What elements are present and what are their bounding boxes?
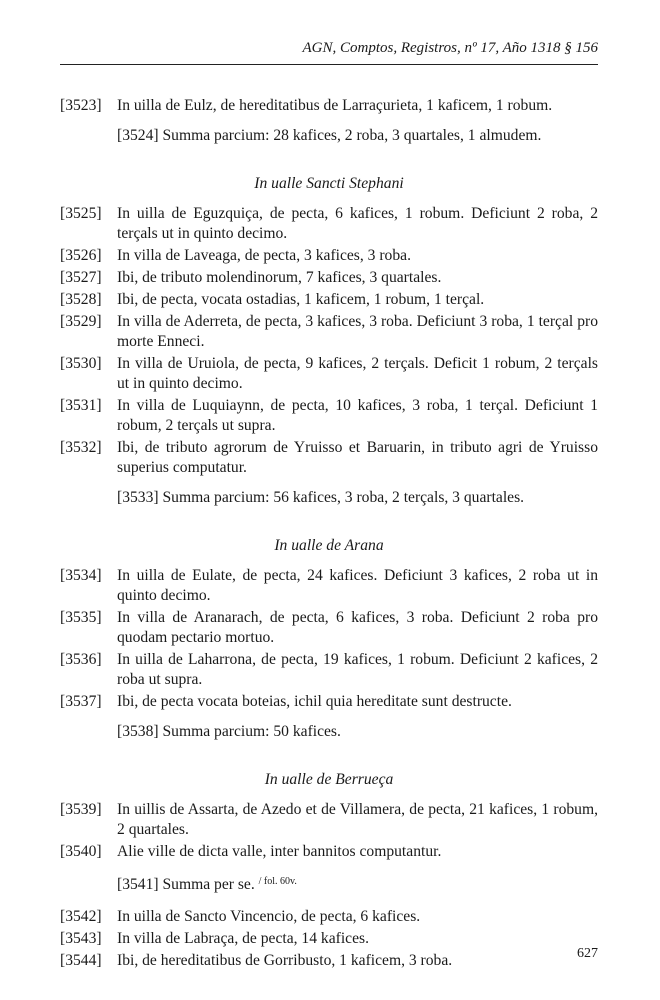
section-heading: In ualle de Arana [274, 537, 384, 554]
page-number: 627 [577, 946, 598, 961]
entry-number: [3526] [60, 247, 102, 264]
register-entry [60, 96, 598, 116]
entry-number: [3539] [60, 801, 102, 818]
summa-line [60, 722, 598, 742]
entry-number: [3542] [60, 908, 102, 925]
entry-number: [3535] [60, 609, 102, 626]
register-entry [60, 396, 598, 436]
entry-text: Ibi, de tributo agrorum de Yruisso et Baruarin, in tributo agri de Yruisso superius computatur. [117, 439, 598, 476]
register-entry [60, 929, 598, 949]
register-entry [60, 650, 598, 690]
entry-number: [3532] [60, 439, 102, 456]
entry-number: [3536] [60, 651, 102, 668]
folio-marker: / fol. 60v. [258, 876, 297, 887]
entry-text: In uilla de Eguzquiça, de pecta, 6 kafices, 1 robum. Deficiunt 2 roba, 2 terçals ut in quinto decimo. [117, 205, 598, 242]
entry-text: In villa de Laveaga, de pecta, 3 kafices, 3 roba. [117, 247, 411, 264]
register-entry [60, 354, 598, 394]
entry-number: [3533] [117, 489, 159, 506]
register-entry [60, 951, 598, 971]
register-entry [60, 608, 598, 648]
entry-number: [3538] [117, 723, 159, 740]
entry-number: [3523] [60, 97, 102, 114]
section-heading: In ualle Sancti Stephani [254, 175, 404, 192]
entry-number: [3534] [60, 567, 102, 584]
entry-text: Ibi, de hereditatibus de Gorribusto, 1 kaficem, 3 roba. [117, 952, 453, 969]
entry-text: In villa de Luquiaynn, de pecta, 10 kafices, 3 roba, 1 terçal. Deficiunt 1 robum, 2 terçals ut supra. [117, 397, 598, 434]
register-entry [60, 692, 598, 712]
entry-text: In villa de Labraça, de pecta, 14 kafices. [117, 930, 369, 947]
entry-text: In uilla de Eulz, de hereditatibus de Larraçurieta, 1 kaficem, 1 robum. [117, 97, 553, 114]
header-rule [60, 64, 598, 65]
register-entry [60, 204, 598, 244]
register-entry [60, 438, 598, 478]
entry-text: In uilla de Laharrona, de pecta, 19 kafices, 1 robum. Deficiunt 2 kafices, 2 roba ut supra. [117, 651, 598, 688]
register-entry [60, 312, 598, 352]
entry-number: [3530] [60, 355, 102, 372]
register-entry [60, 290, 598, 310]
section-heading: In ualle de Berrueça [264, 771, 394, 788]
entry-number: [3531] [60, 397, 102, 414]
document-body [60, 96, 598, 973]
summa-text: Summa per se. [162, 876, 255, 893]
register-entry [60, 268, 598, 288]
register-entry [60, 842, 598, 862]
entry-number: [3544] [60, 952, 102, 969]
register-entry [60, 566, 598, 606]
entry-number: [3543] [60, 930, 102, 947]
register-entry [60, 246, 598, 266]
entry-text: In uilla de Eulate, de pecta, 24 kafices. Deficiunt 3 kafices, 2 roba ut in quinto decimo. [117, 567, 598, 604]
summa-text: Summa parcium: 50 kafices. [162, 723, 341, 740]
entry-text: In villa de Aderreta, de pecta, 3 kafices, 3 roba. Deficiunt 3 roba, 1 terçal pro morte Enneci. [117, 313, 598, 350]
entry-text: Ibi, de tributo molendinorum, 7 kafices, 3 quartales. [117, 269, 442, 286]
entry-text: Ibi, de pecta, vocata ostadias, 1 kaficem, 1 robum, 1 terçal. [117, 291, 485, 308]
summa-line [60, 126, 598, 146]
register-entry [60, 907, 598, 927]
summa-text: Summa parcium: 28 kafices, 2 roba, 3 quartales, 1 almudem. [162, 127, 542, 144]
register-entry [60, 800, 598, 840]
entry-number: [3525] [60, 205, 102, 222]
entry-number: [3541] [117, 876, 159, 893]
entry-number: [3527] [60, 269, 102, 286]
entry-number: [3540] [60, 843, 102, 860]
entry-text: Alie ville de dicta valle, inter bannitos computantur. [117, 843, 442, 860]
entry-number: [3529] [60, 313, 102, 330]
summa-text: Summa parcium: 56 kafices, 3 roba, 2 terçals, 3 quartales. [162, 489, 525, 506]
entry-number: [3524] [117, 127, 159, 144]
entry-text: Ibi, de pecta vocata boteias, ichil quia hereditate sunt destructe. [117, 693, 512, 710]
entry-text: In villa de Uruiola, de pecta, 9 kafices, 2 terçals. Deficit 1 robum, 2 terçals ut in quinto decimo. [117, 355, 598, 392]
summa-line [60, 872, 598, 895]
entry-text: In villa de Aranarach, de pecta, 6 kafices, 3 roba. Deficiunt 2 roba pro quodam pectario mortuo. [117, 609, 598, 646]
summa-line [60, 488, 598, 508]
running-header: AGN, Comptos, Registros, nº 17, Año 1318 § 156 [302, 40, 598, 56]
entry-number: [3537] [60, 693, 102, 710]
entry-text: In uilla de Sancto Vincencio, de pecta, 6 kafices. [117, 908, 421, 925]
entry-number: [3528] [60, 291, 102, 308]
entry-text: In uillis de Assarta, de Azedo et de Villamera, de pecta, 21 kafices, 1 robum, 2 quartales. [117, 801, 598, 838]
